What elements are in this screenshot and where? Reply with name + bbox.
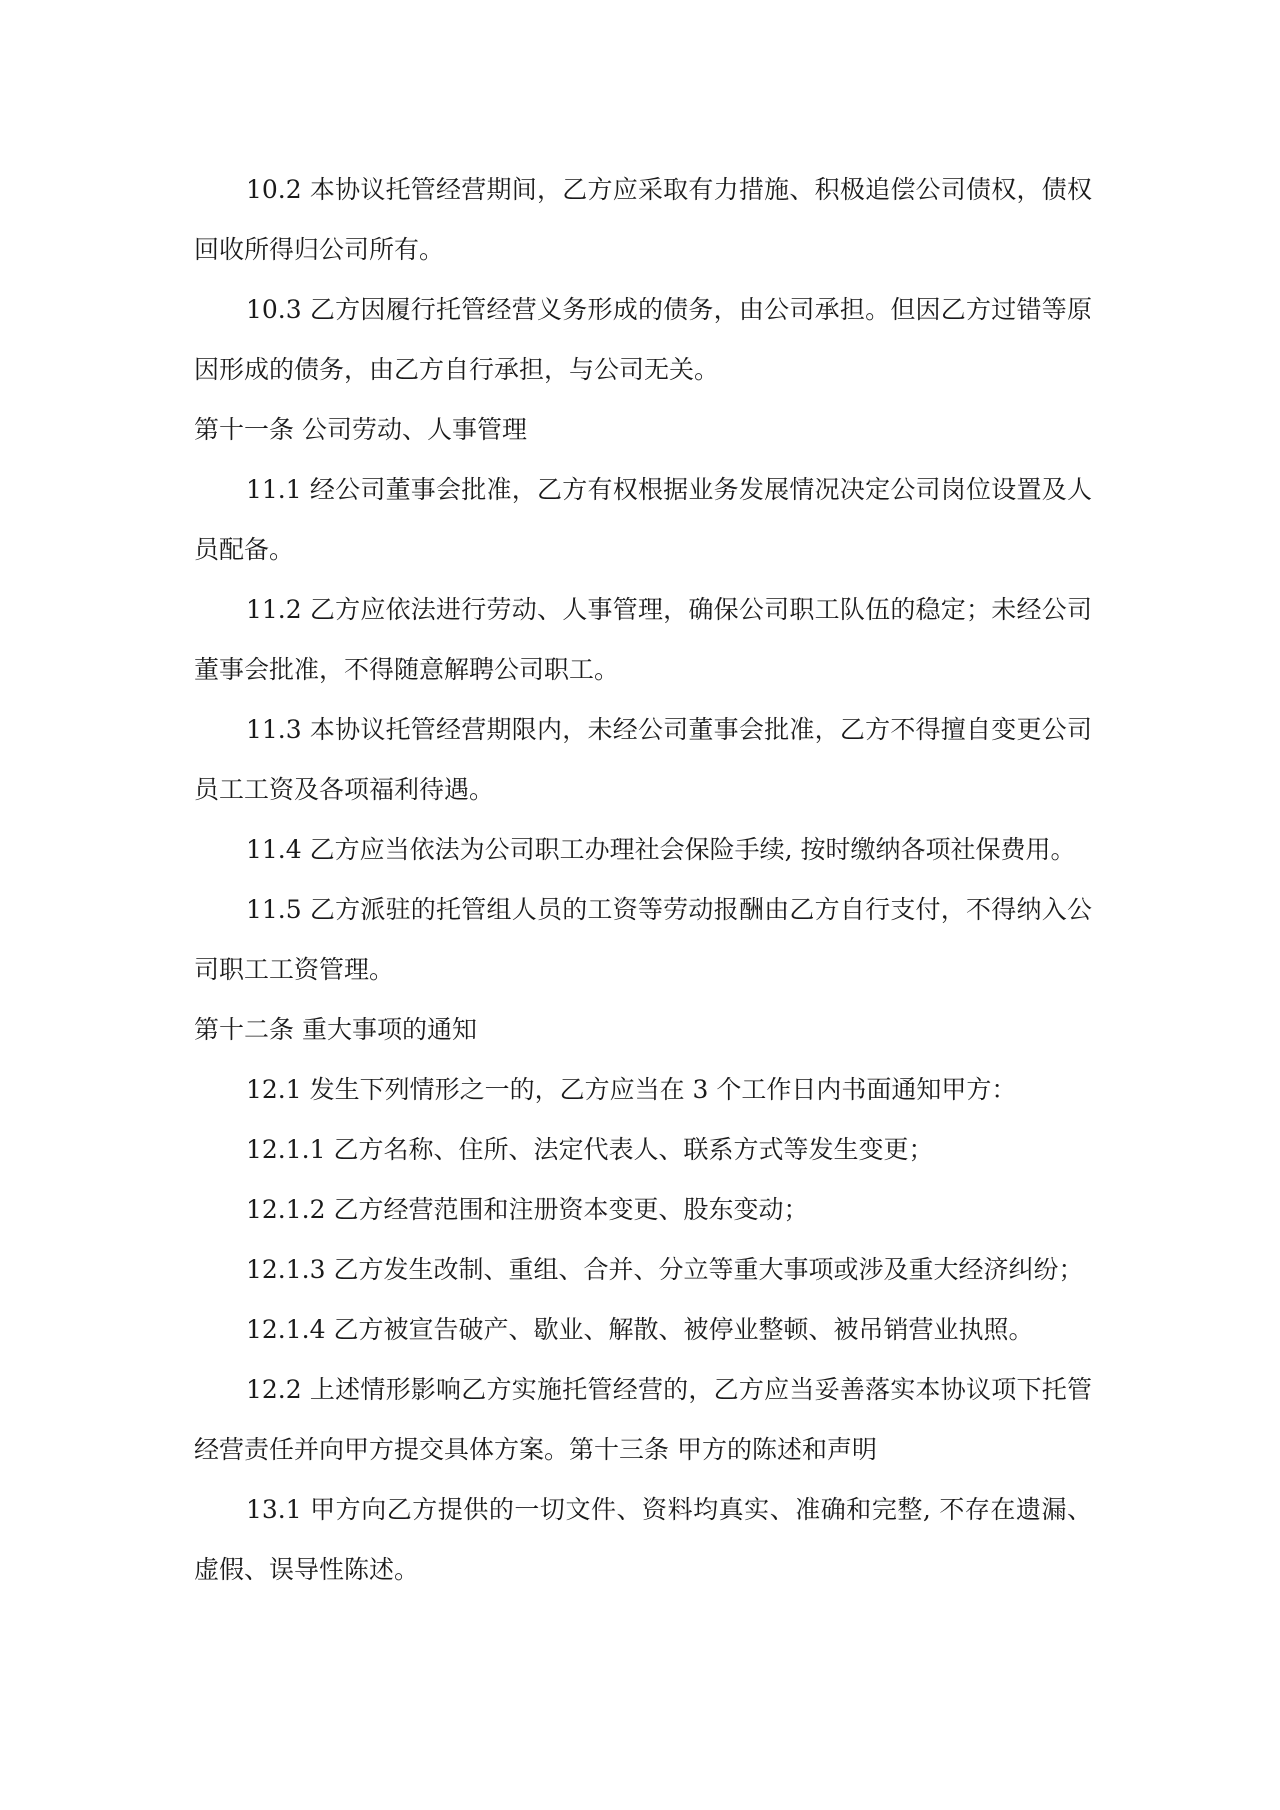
article-11-heading: 第十一条 公司劳动、人事管理	[194, 415, 527, 444]
clause-12-1-1: 12.1.1 乙方名称、住所、法定代表人、联系方式等发生变更；	[246, 1135, 934, 1164]
clause-12-1: 12.1 发生下列情形之一的，乙方应当在 3 个工作日内书面通知甲方：	[246, 1075, 1017, 1104]
clause-11-5: 11.5 乙方派驻的托管组人员的工资等劳动报酬由乙方自行支付，不得纳入公司职工工资管理。	[194, 895, 1092, 984]
clause-10-3: 10.3 乙方因履行托管经营义务形成的债务，由公司承担。但因乙方过错等原因形成的债务，由乙方自行承担，与公司无关。	[194, 295, 1092, 384]
clause-11-2: 11.2 乙方应依法进行劳动、人事管理，确保公司职工队伍的稳定；未经公司董事会批准，不得随意解聘公司职工。	[194, 595, 1092, 684]
article-12-heading: 第十二条 重大事项的通知	[194, 1015, 477, 1044]
clause-12-2: 12.2 上述情形影响乙方实施托管经营的，乙方应当妥善落实本协议项下托管经营责任并向甲方提交具体方案。第十三条 甲方的陈述和声明	[194, 1375, 1092, 1464]
clause-11-4: 11.4 乙方应当依法为公司职工办理社会保险手续, 按时缴纳各项社保费用。	[246, 835, 1076, 864]
clause-11-1: 11.1 经公司董事会批准，乙方有权根据业务发展情况决定公司岗位设置及人员配备。	[194, 475, 1092, 564]
clause-11-3: 11.3 本协议托管经营期限内，未经公司董事会批准，乙方不得擅自变更公司员工工资及各项福利待遇。	[194, 715, 1092, 804]
clause-10-2: 10.2 本协议托管经营期间，乙方应采取有力措施、积极追偿公司债权，债权回收所得归公司所有。	[194, 175, 1092, 264]
clause-12-1-4: 12.1.4 乙方被宣告破产、歇业、解散、被停业整顿、被吊销营业执照。	[246, 1315, 1034, 1344]
clause-12-1-2: 12.1.2 乙方经营范围和注册资本变更、股东变动；	[246, 1195, 809, 1224]
document-body	[194, 160, 1092, 1600]
clause-13-1: 13.1 甲方向乙方提供的一切文件、资料均真实、准确和完整, 不存在遗漏、虚假、误导性陈述。	[194, 1495, 1092, 1584]
clause-12-1-3: 12.1.3 乙方发生改制、重组、合并、分立等重大事项或涉及重大经济纠纷；	[246, 1255, 1084, 1284]
